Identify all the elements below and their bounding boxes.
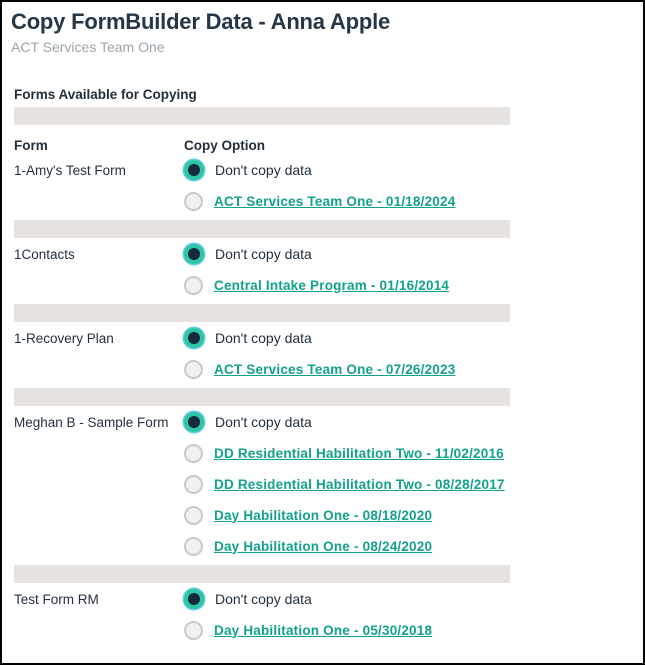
copy-option-row <box>184 359 455 379</box>
form-name: 1-Amy's Test Form <box>14 163 126 178</box>
forms-copy-panel <box>2 87 643 640</box>
forms-table-body <box>14 160 631 640</box>
copy-options <box>184 244 449 295</box>
copy-option-row <box>184 244 449 264</box>
section-divider <box>14 565 510 583</box>
copy-option-row <box>184 160 455 180</box>
radio-unselected-icon[interactable] <box>184 276 203 295</box>
copy-options <box>184 412 505 556</box>
column-header-form: Form <box>14 138 48 153</box>
radio-selected-icon[interactable] <box>184 589 204 609</box>
dont-copy-label: Don't copy data <box>215 414 312 430</box>
table-header-row <box>14 138 631 153</box>
copy-option-row <box>184 412 505 432</box>
form-name: 1-Recovery Plan <box>14 331 114 346</box>
form-row <box>14 160 631 211</box>
copy-source-link[interactable]: Day Habilitation One - 08/24/2020 <box>214 538 433 554</box>
form-name: Test Form RM <box>14 592 99 607</box>
radio-selected-icon[interactable] <box>184 412 204 432</box>
radio-selected-icon[interactable] <box>184 160 204 180</box>
section-divider <box>14 107 510 125</box>
copy-option-row <box>184 328 455 348</box>
copy-source-link[interactable]: Central Intake Program - 01/16/2014 <box>214 277 450 293</box>
radio-unselected-icon[interactable] <box>184 475 203 494</box>
copy-source-link[interactable]: Day Habilitation One - 08/18/2020 <box>214 507 433 523</box>
section-divider <box>14 220 510 238</box>
copy-source-link[interactable]: Day Habilitation One - 05/30/2018 <box>214 622 433 638</box>
dont-copy-label: Don't copy data <box>215 162 312 178</box>
copy-source-link[interactable]: ACT Services Team One - 07/26/2023 <box>214 361 456 377</box>
section-heading: Forms Available for Copying <box>14 87 197 102</box>
radio-selected-icon[interactable] <box>184 328 204 348</box>
radio-unselected-icon[interactable] <box>184 537 203 556</box>
form-name: 1Contacts <box>14 247 75 262</box>
copy-option-row <box>184 275 449 295</box>
column-header-copy-option: Copy Option <box>184 138 265 153</box>
copy-options <box>184 328 455 379</box>
form-row <box>14 589 631 640</box>
page-subtitle: ACT Services Team One <box>11 39 165 55</box>
radio-unselected-icon[interactable] <box>184 192 203 211</box>
copy-options <box>184 589 432 640</box>
copy-option-row <box>184 536 505 556</box>
radio-selected-icon[interactable] <box>184 244 204 264</box>
copy-option-row <box>184 474 505 494</box>
copy-option-row <box>184 191 455 211</box>
dont-copy-label: Don't copy data <box>215 591 312 607</box>
radio-unselected-icon[interactable] <box>184 444 203 463</box>
form-row <box>14 328 631 379</box>
form-row <box>14 244 631 295</box>
page-title: Copy FormBuilder Data - Anna Apple <box>11 9 391 34</box>
copy-option-row <box>184 620 432 640</box>
form-row <box>14 412 631 556</box>
copy-source-link[interactable]: ACT Services Team One - 01/18/2024 <box>214 193 456 209</box>
dont-copy-label: Don't copy data <box>215 246 312 262</box>
radio-unselected-icon[interactable] <box>184 506 203 525</box>
page-header <box>2 2 643 55</box>
copy-option-row <box>184 443 505 463</box>
form-name: Meghan B - Sample Form <box>14 415 169 430</box>
radio-unselected-icon[interactable] <box>184 360 203 379</box>
copy-source-link[interactable]: DD Residential Habilitation Two - 11/02/2016 <box>214 445 504 461</box>
section-divider <box>14 304 510 322</box>
copy-source-link[interactable]: DD Residential Habilitation Two - 08/28/2017 <box>214 476 505 492</box>
copy-option-row <box>184 589 432 609</box>
copy-option-row <box>184 505 505 525</box>
radio-unselected-icon[interactable] <box>184 621 203 640</box>
section-divider <box>14 388 510 406</box>
copy-options <box>184 160 455 211</box>
dont-copy-label: Don't copy data <box>215 330 312 346</box>
